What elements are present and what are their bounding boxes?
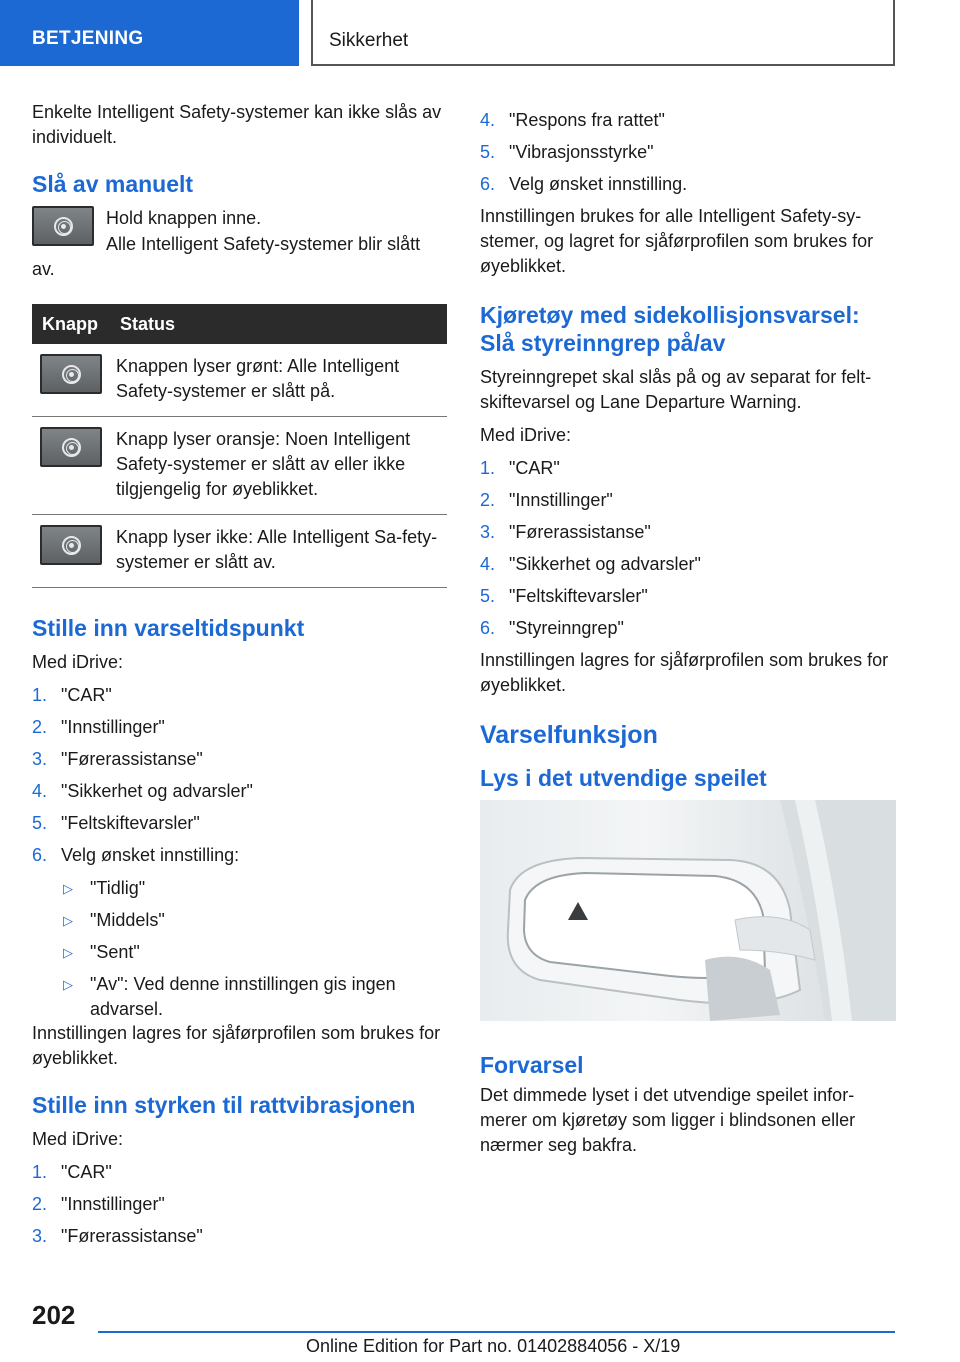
option-item: ▷ "Tidlig" (61, 876, 447, 901)
list-item: 5. "Vibrasjonsstyrke" (480, 142, 654, 162)
vibration-note: Innstillingen brukes for alle Intelligent Safety-sy-stemer, og lagret for sjåførprofilen som brukes for øyeblikket. (480, 206, 874, 276)
heading-warning-function: Varselfunksjon (480, 721, 658, 749)
page-header (0, 0, 960, 66)
option-item: ▷ "Middels" (61, 908, 447, 933)
list-item: 6. Velg ønsket innstilling: ▷ "Tidlig" ▷ "Middels" ▷ "Sent" ▷ "Av": Ved denne innstillingen gis ingen advarsel. (32, 843, 447, 1022)
safety-button-icon (54, 217, 73, 236)
triangle-bullet-icon: ▷ (63, 913, 73, 928)
list-item: 3. "Førerassistanse" (32, 1226, 203, 1246)
side-collision-text: Styreinngrepet skal slås på og av separat for felt-skiftevarsel og Lane Departure Warning. (480, 367, 872, 412)
safety-button-image (40, 354, 102, 394)
list-item: 1. "CAR" (480, 458, 560, 478)
left-column (32, 100, 447, 1256)
list-item: 4. "Respons fra rattet" (480, 110, 665, 130)
table-cell-status: Knapp lyser oransje: Noen Intelligent Safety-systemer er slått av eller ikke tilgjengelig for øyeblikket. (110, 417, 447, 515)
list-item: 2. "Innstillinger" (32, 1194, 165, 1214)
heading-side-collision: Kjøretøy med sidekollisjonsvarsel: Slå styreinngrep på/av (480, 302, 860, 356)
list-item: 4. "Sikkerhet og advarsler" (32, 781, 253, 801)
safety-button-image (40, 525, 102, 565)
manual-line-1: Hold knappen inne. (106, 208, 262, 228)
section-tab: BETJENING (0, 0, 299, 66)
list-item: 6. Velg ønsket innstilling. (480, 174, 688, 194)
heading-forvarsel: Forvarsel (480, 1052, 584, 1078)
list-item: 4. "Sikkerhet og advarsler" (480, 554, 701, 574)
vibration-steps (32, 1160, 447, 1249)
side-collision-steps (480, 456, 896, 641)
manual-line-2: Alle Intelligent Safety-systemer blir slått av. (32, 234, 421, 279)
list-item: 6. "Styreinngrep" (480, 618, 624, 638)
safety-button-icon (62, 438, 81, 457)
heading-manual-off: Slå av manuelt (32, 171, 194, 197)
warning-time-steps (32, 683, 447, 1022)
option-item: ▷ "Sent" (61, 940, 447, 965)
idrive-label: Med iDrive: (32, 652, 124, 672)
intro-text: Enkelte Intelligent Safety-systemer kan ikke slås av individuelt. (32, 102, 442, 147)
list-item: 1. "CAR" (32, 685, 112, 705)
table-row (32, 417, 447, 515)
triangle-bullet-icon: ▷ (63, 945, 73, 960)
side-collision-note: Innstillingen lagres for sjåførprofilen som brukes for øyeblikket. (480, 650, 889, 695)
heading-vibration: Stille inn styrken til rattvibrasjonen (32, 1092, 416, 1118)
triangle-bullet-icon: ▷ (63, 977, 73, 992)
table-cell-status: Knapp lyser ikke: Alle Intelligent Sa-fety-systemer er slått av. (110, 515, 447, 588)
safety-button-image (40, 427, 102, 467)
vibration-steps-continued (480, 108, 896, 197)
table-cell-status: Knappen lyser grønt: Alle Intelligent Safety-systemer er slått på. (110, 344, 447, 417)
heading-mirror-light: Lys i det utvendige speilet (480, 765, 767, 791)
mirror-drawing (480, 800, 896, 1021)
list-item: 2. "Innstillinger" (32, 717, 165, 737)
warning-time-note: Innstillingen lagres for sjåførprofilen som brukes for øyeblikket. (32, 1023, 441, 1068)
list-item: 1. "CAR" (32, 1162, 112, 1182)
table-header-row (32, 304, 447, 344)
table-row (32, 344, 447, 417)
idrive-label: Med iDrive: (32, 1129, 124, 1149)
safety-button-image (32, 206, 94, 246)
list-item: 3. "Førerassistanse" (480, 522, 651, 542)
list-item: 3. "Førerassistanse" (32, 749, 203, 769)
footer-divider (98, 1331, 895, 1333)
triangle-bullet-icon: ▷ (63, 881, 73, 896)
status-table (32, 304, 447, 588)
forvarsel-text: Det dimmede lyset i det utvendige speilet infor-merer om kjøretøy som ligger i blindsonen eller nærmer seg bakfra. (480, 1085, 856, 1155)
option-item: ▷ "Av": Ved denne innstillingen gis ingen advarsel. (63, 974, 396, 1019)
table-header-status: Status (110, 304, 447, 344)
right-column (480, 100, 896, 1166)
footer-edition: Online Edition for Part no. 01402884056 - X/19 (306, 1336, 681, 1356)
safety-button-icon (62, 536, 81, 555)
option-list (61, 876, 447, 1022)
table-header-button: Knapp (32, 304, 110, 344)
page-number: 202 (32, 1300, 76, 1330)
table-row (32, 515, 447, 588)
exterior-mirror-illustration (480, 800, 896, 1021)
safety-button-icon (62, 365, 81, 384)
heading-warning-time: Stille inn varseltidspunkt (32, 615, 305, 641)
chapter-title: Sikkerhet (311, 0, 895, 66)
list-item: 5. "Feltskiftevarsler" (32, 813, 200, 833)
list-item: 2. "Innstillinger" (480, 490, 613, 510)
idrive-label: Med iDrive: (480, 425, 572, 445)
list-item: 5. "Feltskiftevarsler" (480, 586, 648, 606)
